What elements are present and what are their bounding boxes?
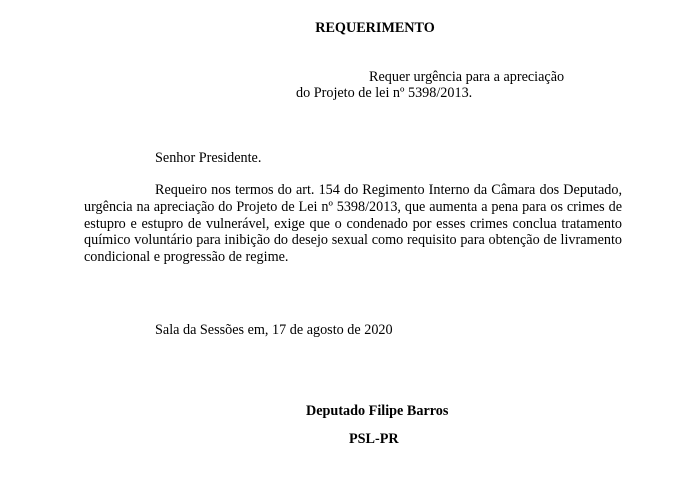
- salutation: Senhor Presidente.: [155, 150, 262, 166]
- signature-party: PSL-PR: [349, 431, 399, 447]
- body-paragraph: Requeiro nos termos do art. 154 do Regimento Interno da Câmara dos Deputado, urgência na apreciação do Projeto de Lei nº 5398/2013, que aumenta a pena para os crimes de estupro e estupro de vulnerável, exige que o condenado por esses crimes conclua tratamento químico voluntário para inibição do desejo sexual como requisito para obtenção de livramento condicional e progressão de regime.: [84, 182, 622, 266]
- summary-line-2: do Projeto de lei nº 5398/2013.: [296, 85, 473, 101]
- signature-name: Deputado Filipe Barros: [306, 403, 449, 419]
- summary-line-1: Requer urgência para a apreciação: [369, 69, 565, 85]
- document-title: REQUERIMENTO: [315, 20, 435, 36]
- closing-date-line: Sala da Sessões em, 17 de agosto de 2020: [155, 322, 393, 338]
